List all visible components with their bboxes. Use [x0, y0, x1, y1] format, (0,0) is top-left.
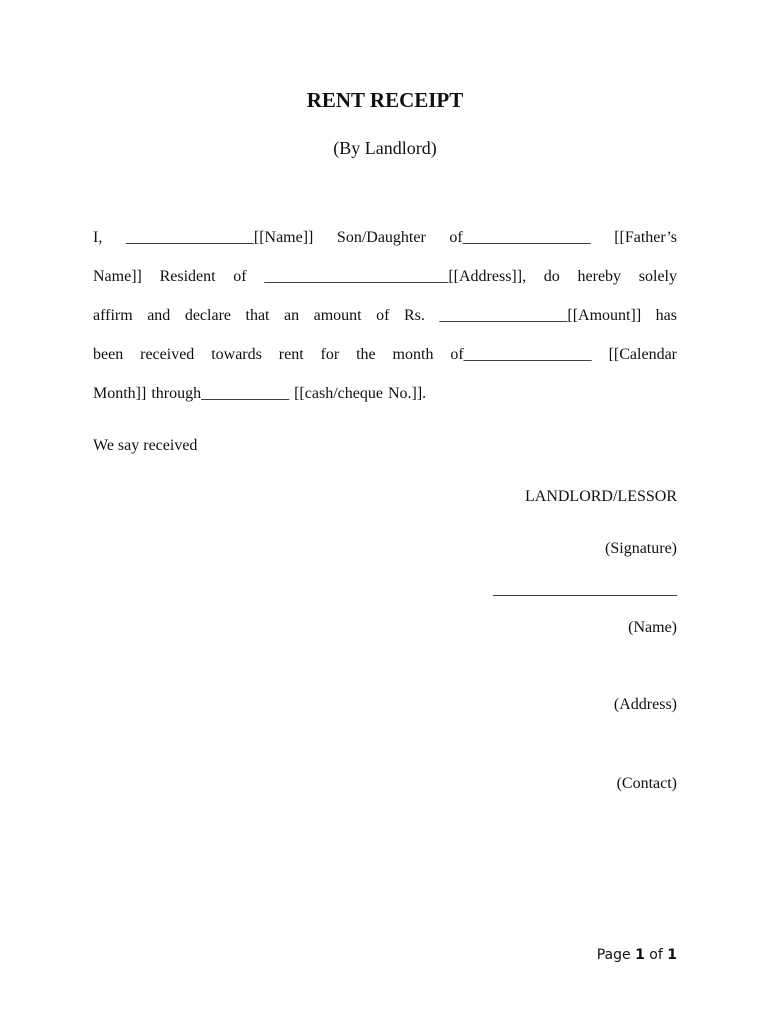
- body-line-4: been received towards rent for the month of________________ [[Calendar: [93, 346, 677, 363]
- closing-text: We say received: [93, 437, 198, 454]
- landlord-label: LANDLORD/LESSOR: [524, 488, 677, 505]
- current-page-number: 1: [635, 947, 645, 963]
- signature-line: _______________________: [493, 581, 677, 598]
- page-word: Page: [596, 947, 631, 963]
- signature-label: (Signature): [605, 540, 677, 557]
- body-line-5: Month]] through___________ [[cash/cheque No.]].: [93, 385, 427, 402]
- name-label: (Name): [628, 619, 677, 636]
- body-line-1: I, ________________[[Name]] Son/Daughter of________________ [[Father’s: [93, 229, 677, 246]
- page-footer: [597, 947, 677, 963]
- document-subtitle: (By Landlord): [333, 138, 437, 158]
- total-pages-number: 1: [667, 947, 677, 963]
- contact-label: (Contact): [616, 775, 677, 792]
- of-word: of: [649, 947, 663, 963]
- body-line-2: Name]] Resident of _______________________[[Address]], do hereby solely: [93, 268, 677, 285]
- body-line-3: affirm and declare that an amount of Rs. ________________[[Amount]] has: [93, 307, 677, 324]
- document-title: RENT RECEIPT: [306, 88, 464, 112]
- address-label: (Address): [613, 696, 677, 713]
